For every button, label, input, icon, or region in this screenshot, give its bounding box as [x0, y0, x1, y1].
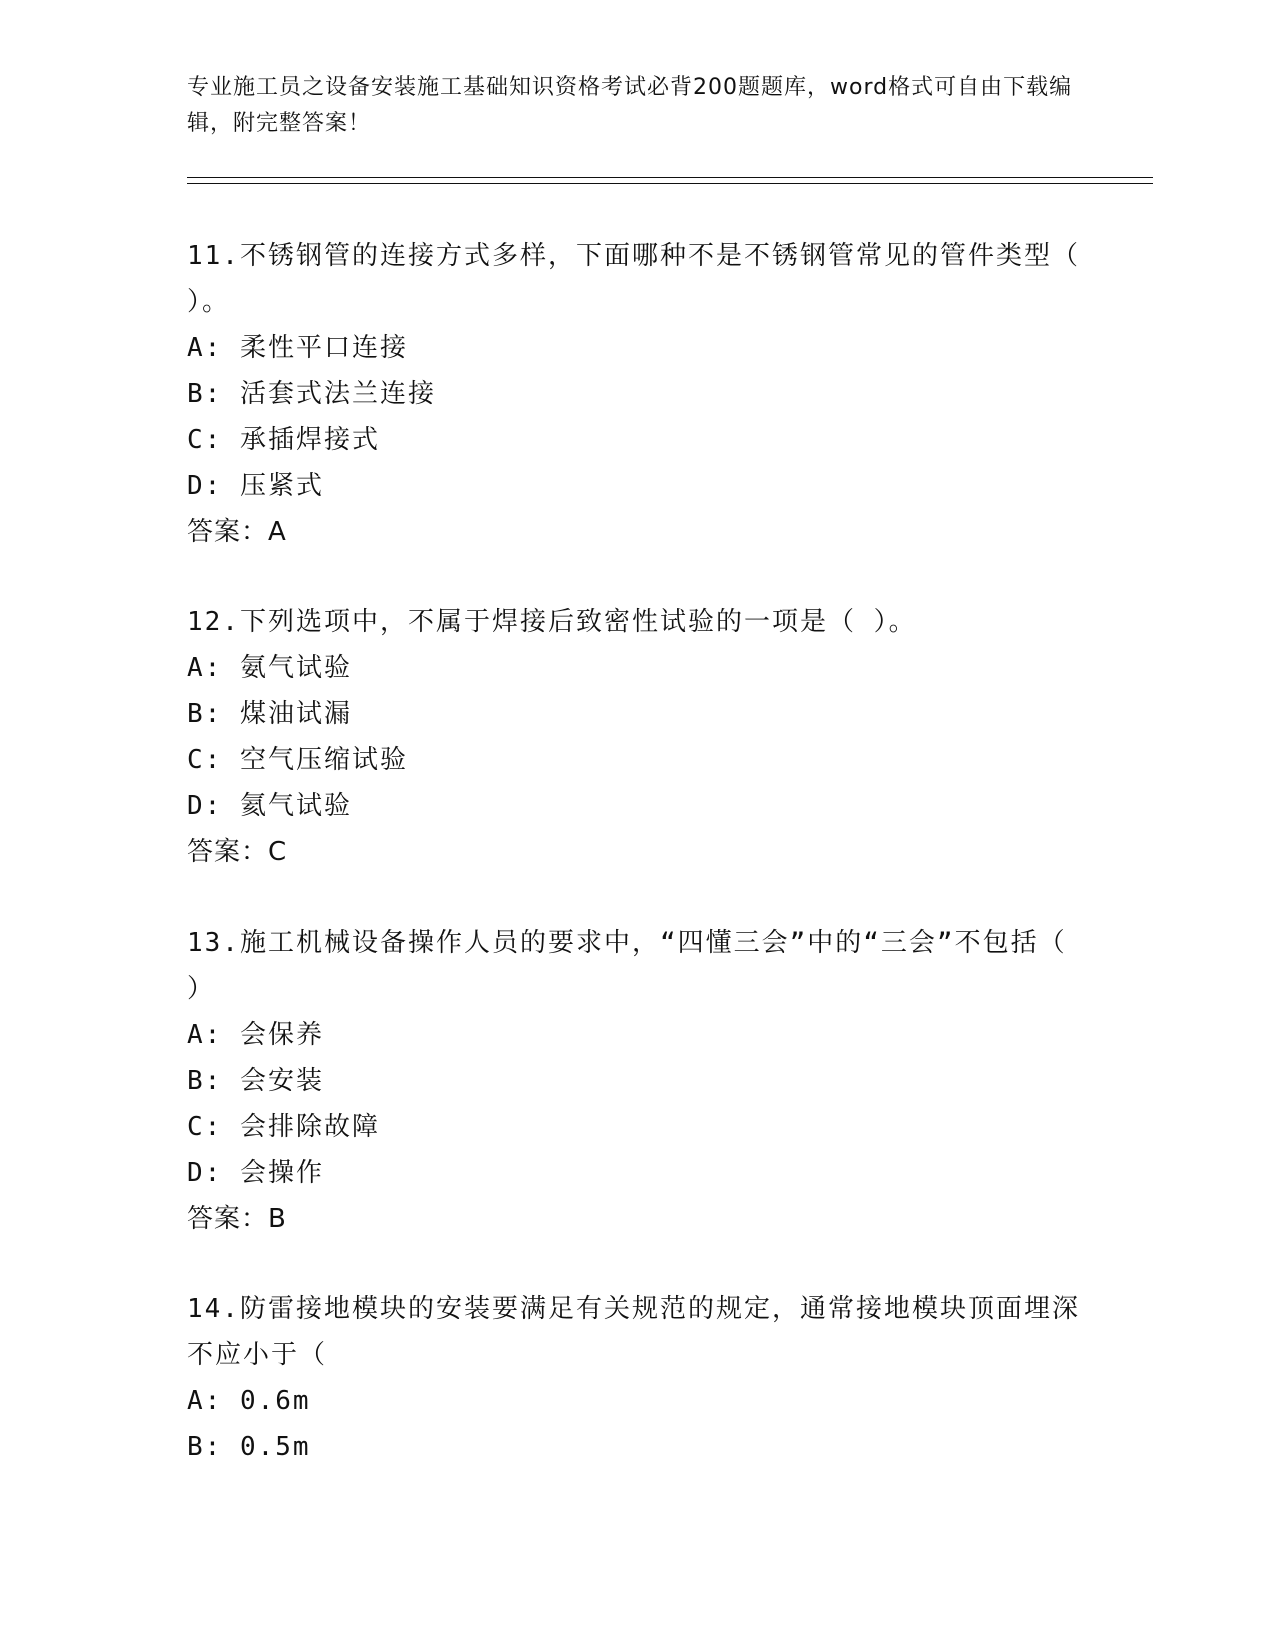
option-a: A: 会保养	[187, 1020, 324, 1050]
question-12	[187, 599, 1087, 875]
option-b: B: 会安装	[187, 1066, 324, 1096]
option-c: C: 承插焊接式	[187, 425, 380, 455]
question-stem: 11.不锈钢管的连接方式多样，下面哪种不是不锈钢管常见的管件类型（ ）。	[187, 241, 1080, 317]
question-11	[187, 233, 1087, 555]
option-d: D: 压紧式	[187, 471, 324, 501]
answer: 答案：B	[187, 1204, 287, 1234]
option-b: B: 活套式法兰连接	[187, 379, 436, 409]
option-b: B: 煤油试漏	[187, 699, 352, 729]
option-c: C: 会排除故障	[187, 1112, 380, 1142]
question-stem: 13.施工机械设备操作人员的要求中，“四懂三会”中的“三会”不包括（ ）	[187, 928, 1067, 1004]
document-header	[187, 70, 1087, 142]
question-stem: 14.防雷接地模块的安装要满足有关规范的规定，通常接地模块顶面埋深不应小于（	[187, 1294, 1080, 1370]
option-a: A: 0.6m	[187, 1386, 311, 1416]
option-d: D: 氦气试验	[187, 791, 352, 821]
header-title: 专业施工员之设备安装施工基础知识资格考试必背200题题库，word格式可自由下载编辑，附完整答案！	[187, 75, 1073, 136]
option-b: B: 0.5m	[187, 1432, 311, 1462]
question-13	[187, 920, 1087, 1242]
option-c: C: 空气压缩试验	[187, 745, 408, 775]
option-d: D: 会操作	[187, 1158, 324, 1188]
answer: 答案：A	[187, 517, 287, 547]
answer: 答案：C	[187, 837, 288, 867]
header-divider-bottom	[187, 183, 1153, 184]
option-a: A: 氨气试验	[187, 653, 352, 683]
question-stem: 12.下列选项中，不属于焊接后致密性试验的一项是（ ）。	[187, 607, 917, 637]
question-14	[187, 1286, 1087, 1470]
header-divider-top	[187, 177, 1153, 178]
option-a: A: 柔性平口连接	[187, 333, 408, 363]
